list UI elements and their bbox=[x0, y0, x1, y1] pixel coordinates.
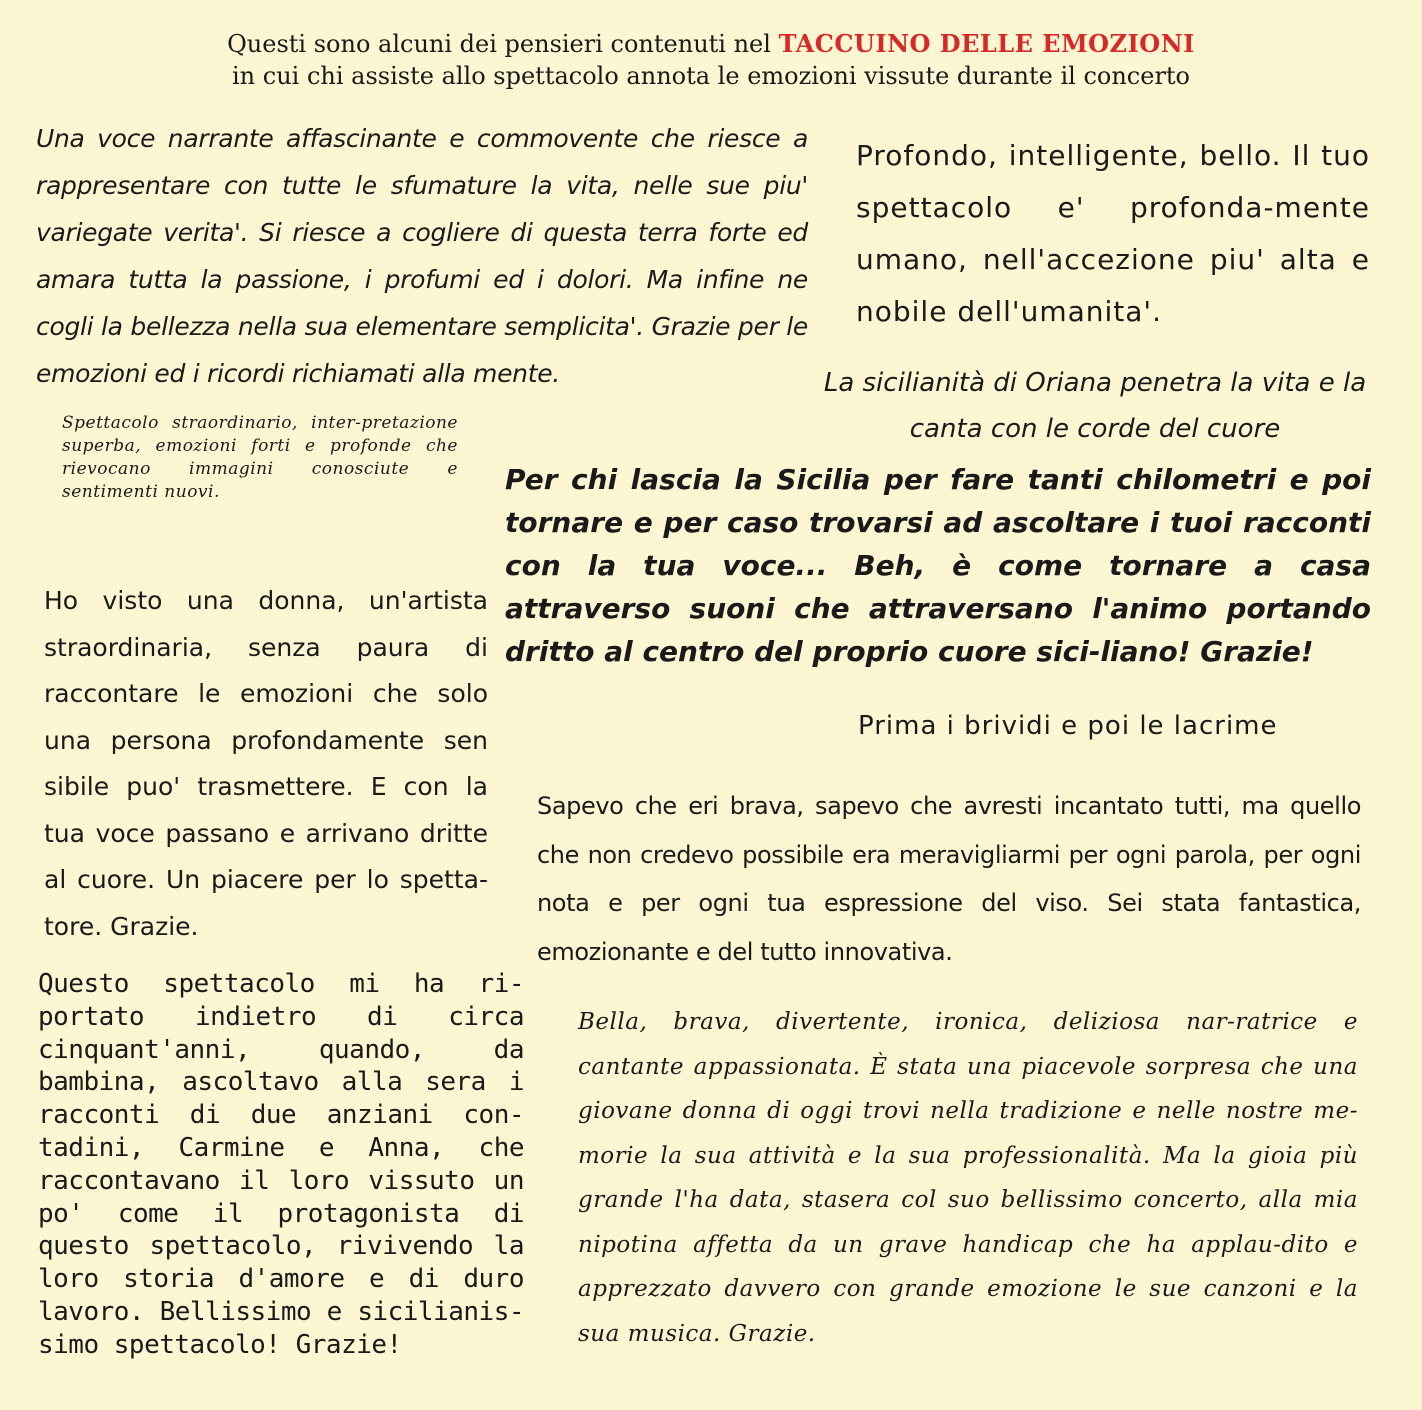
note-sapevo bbox=[537, 782, 1361, 976]
note-text: Ho visto una donna, un'artista straordinaria, senza paura di raccontare le emozioni che solo una persona profondamente sen sibile puo' trasmettere. E con la tua voce passano e arrivano dritte al cuore. Un piacere per lo spetta-tore. Grazie. bbox=[44, 586, 488, 941]
note-text: La sicilianità di Oriana penetra la vita e la canta con le corde del cuore bbox=[823, 368, 1367, 444]
note-lascia-sicilia bbox=[505, 458, 1371, 673]
note-text: Bella, brava, divertente, ironica, deliziosa nar-ratrice e cantante appassionata. È stata una piacevole sorpresa che una giovane donna di oggi trovi nella tradizione e nelle nostre me-morie la sua attività e la sua professionalità. Ma la gioia più grande l'ha data, stasera col suo bellissimo concerto, alla mia nipotina affetta da un grave handicap che ha applau-dito e apprezzato davvero con grande emozione le sue canzoni e la sua musica. Grazie. bbox=[578, 1009, 1358, 1347]
note-text: Per chi lascia la Sicilia per fare tanti chilometri e poi tornare e per caso trovarsi ad ascoltare i tuoi racconti con la tua voce... Beh, è come tornare a casa attraverso suoni che attraversano l'animo portando dritto al centro del proprio cuore sici-liano! Grazie! bbox=[505, 463, 1371, 668]
note-sicilianita bbox=[805, 360, 1385, 452]
note-straordinario bbox=[62, 412, 458, 504]
note-questo-spettacolo bbox=[38, 968, 524, 1362]
note-bella-brava bbox=[578, 1000, 1358, 1356]
header-line-2: in cui chi assiste allo spettacolo annota le emozioni vissute durante il concerto bbox=[231, 62, 1191, 90]
header-line-1 bbox=[0, 28, 1422, 60]
note-text: Una voce narrante affascinante e commovente che riesce a rappresentare con tutte le sfumature la vita, nelle sue piu' variegate verita'. Si riesce a cogliere di questa terra forte ed amara tutta la passione, i profumi ed i dolori. Ma infine ne cogli la bellezza nella sua elementare semplicita'. Grazie per le emozioni ed i ricordi richiamati alla mente. bbox=[36, 124, 808, 388]
note-text: Spettacolo straordinario, inter-pretazione superba, emozioni forti e profonde che rievocano immagini conosciute e sentimenti nuovi. bbox=[62, 413, 458, 502]
note-voce-narrante bbox=[36, 115, 808, 397]
note-ho-visto bbox=[44, 578, 488, 950]
note-text: Prima i brividi e poi le lacrime bbox=[858, 711, 1278, 741]
notebook-title: TACCUINO DELLE EMOZIONI bbox=[778, 29, 1195, 58]
note-text: Profondo, intelligente, bello. Il tuo spettacolo e' profonda-mente umano, nell'accezione piu' alta e nobile dell'umanita'. bbox=[856, 139, 1370, 328]
page-header bbox=[0, 28, 1422, 92]
note-text: Sapevo che eri brava, sapevo che avresti incantato tutti, ma quello che non credevo possibile era meravigliarmi per ogni parola, per ogni nota e per ogni tua espressione del viso. Sei stata fantastica, emozionante e del tutto innovativa. bbox=[537, 792, 1361, 966]
note-profondo bbox=[856, 130, 1370, 338]
note-brividi bbox=[858, 706, 1358, 746]
header-intro: Questi sono alcuni dei pensieri contenuti nel bbox=[227, 30, 779, 58]
note-text: Questo spettacolo mi ha ri-portato indietro di circa cinquant'anni, quando, da bambina, ascoltavo alla sera i racconti di due anziani con-tadini, Carmine e Anna, che raccontavano il loro vissuto un po' come il protagonista di questo spettacolo, rivivendo la loro storia d'amore e di duro lavoro. Bellissimo e sicilianis-simo spettacolo! Grazie! bbox=[38, 969, 524, 1360]
